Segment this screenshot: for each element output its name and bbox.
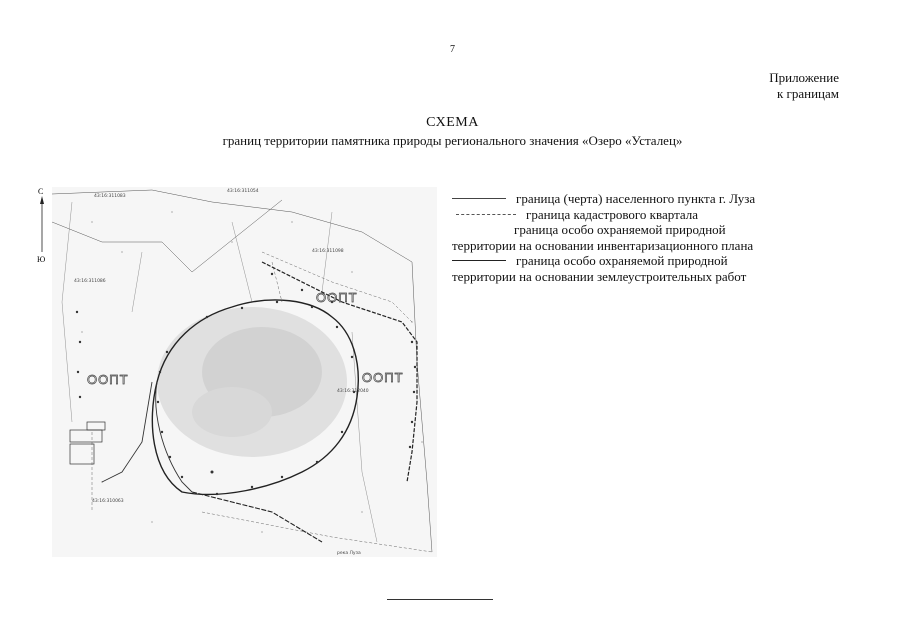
- page-number: 7: [450, 44, 455, 55]
- zone-label-north: ООПТ: [316, 290, 358, 305]
- boundary-map: [32, 182, 442, 564]
- footer-rule: [387, 599, 493, 600]
- parcel-label: 43:16:311054: [227, 189, 259, 194]
- legend-item-survey: [452, 253, 832, 284]
- schema-subtitle: границ территории памятника природы регионального значения «Озеро «Усталец»: [222, 133, 683, 148]
- appendix-line-1: Приложение: [769, 70, 839, 85]
- legend-item-settlement: [452, 191, 832, 207]
- parcel-label: 43:16:311083: [94, 194, 126, 199]
- legend-text: граница кадастрового квартала: [526, 206, 699, 222]
- appendix-note: [769, 70, 839, 102]
- legend-item-inventory: [452, 222, 832, 253]
- river-label: река Луза: [337, 551, 361, 556]
- parcel-label: 43:16:310063: [92, 499, 124, 504]
- schema-title: СХЕМА: [426, 115, 479, 130]
- legend-text: граница особо охраняемой природной: [514, 222, 726, 237]
- parcel-label: 43:16:312040: [337, 389, 369, 394]
- compass: [37, 187, 45, 264]
- parcel-label: 43:16:311086: [74, 279, 106, 284]
- legend-text: граница (черта) населенного пункта г. Луза: [516, 191, 756, 206]
- legend-line-dashed: [456, 214, 516, 215]
- legend-line-solid: [452, 260, 506, 261]
- legend-line-thin: [452, 198, 506, 199]
- legend-text: территории на основании землеустроительных работ: [452, 268, 747, 284]
- zone-label-west: ООПТ: [87, 372, 129, 387]
- zone-label-east: ООПТ: [362, 370, 404, 385]
- legend-text: граница особо охраняемой природной: [516, 253, 728, 268]
- legend-item-cadastral: [452, 207, 832, 223]
- compass-south-label: Ю: [37, 255, 46, 264]
- legend: [452, 191, 832, 284]
- compass-north-label: С: [38, 187, 44, 196]
- appendix-line-2: к границам: [776, 86, 839, 101]
- legend-text: территории на основании инвентаризационного плана: [452, 237, 754, 253]
- parcel-label: 43:16:311098: [312, 249, 344, 254]
- title-block: [0, 114, 905, 149]
